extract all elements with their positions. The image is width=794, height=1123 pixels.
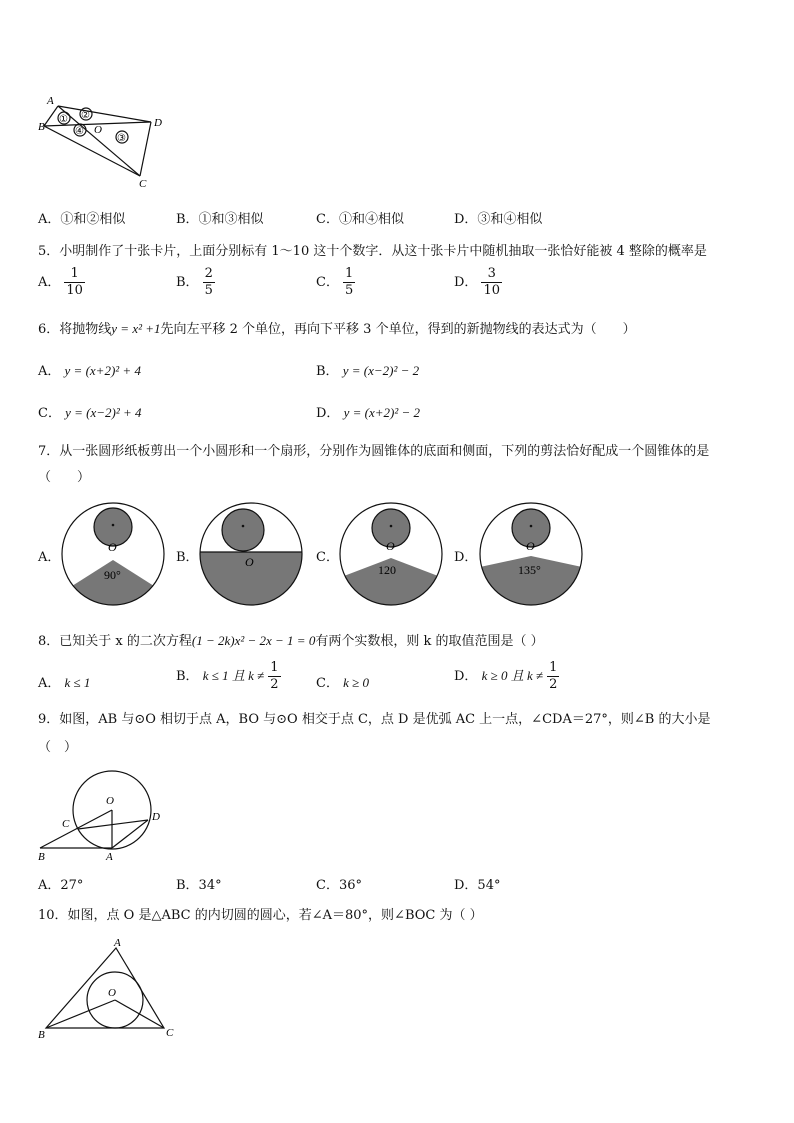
q5-option-c[interactable]: [316, 266, 355, 299]
q7-option-a-label[interactable]: A．: [38, 550, 61, 565]
q10-label-b: B: [38, 1029, 45, 1041]
q7-option-a-figure[interactable]: [60, 500, 166, 608]
q6-text-b: 先向左平移 2 个单位，再向下平移 3 个单位，得到的新抛物线的表达式为（ ）: [160, 322, 636, 337]
q10-label-c: C: [166, 1027, 174, 1039]
q4-option-a[interactable]: A．①和②相似: [38, 212, 126, 227]
q4-label-a: A: [47, 95, 54, 107]
q5-d-num: 3: [481, 266, 502, 283]
q5-a-den: 10: [66, 283, 83, 298]
q4-option-b[interactable]: B．①和③相似: [176, 212, 264, 227]
q4-option-c[interactable]: C．①和④相似: [316, 212, 404, 227]
q8-option-c-expr: k ≥ 0: [343, 675, 369, 690]
q10-label-a: A: [114, 937, 121, 949]
q7-option-c-label[interactable]: C．: [316, 550, 339, 565]
q6-option-b-expr: y = (x−2)² − 2: [342, 363, 420, 378]
q10-figure: [36, 936, 186, 1042]
q9-option-d[interactable]: D．54°: [454, 878, 501, 893]
q5-b-num: 2: [204, 266, 213, 281]
q8-option-c[interactable]: [316, 672, 369, 691]
q9-label-b: B: [38, 851, 45, 863]
q7-option-b-label[interactable]: B．: [176, 550, 199, 565]
q6-expr: y = x² +1: [111, 321, 161, 336]
q7-option-d-figure[interactable]: [478, 500, 584, 608]
q6-option-b[interactable]: [316, 360, 419, 379]
q6-option-d-expr: y = (x+2)² − 2: [343, 405, 420, 420]
q4-label-b: B: [38, 121, 45, 133]
q7-paren: （ ）: [38, 470, 91, 485]
q5-option-b-label: B．: [176, 275, 199, 290]
q6-option-c-label: C．: [38, 406, 61, 421]
q8-b-den: 2: [270, 677, 279, 692]
q4-region-3: ③: [117, 133, 126, 144]
q7-text: 7．从一张圆形纸板剪出一个小圆形和一个扇形，分别作为圆锥体的底面和侧面，下列的剪法恰好配成一个圆锥体的是: [38, 444, 710, 459]
q7-a-angle: 90°: [104, 568, 121, 582]
q5-c-num: 1: [344, 266, 354, 281]
q5-option-c-label: C．: [316, 275, 339, 290]
q7-c-center: O: [386, 539, 395, 553]
q8-d-den: 2: [549, 677, 558, 692]
q8-option-d-expr: k ≥ 0 且 k ≠: [481, 668, 544, 683]
q6-option-a-expr: y = (x+2)² + 4: [64, 363, 141, 378]
q4-option-d[interactable]: D．③和④相似: [454, 212, 543, 227]
q5-option-b[interactable]: [176, 266, 215, 299]
q7-option-d-label[interactable]: D．: [454, 550, 478, 565]
q9-paren: （ ）: [38, 740, 78, 755]
q4-region-2: ②: [81, 110, 90, 121]
q8-b-num: 1: [270, 660, 279, 675]
q6-option-c[interactable]: [38, 402, 142, 421]
q5-option-d[interactable]: [454, 266, 502, 299]
q5-option-c-fraction: [343, 266, 355, 299]
q9-label-a: A: [106, 851, 113, 863]
q6-option-b-label: B．: [316, 364, 339, 379]
q6-option-a-label: A．: [38, 364, 61, 379]
q6-text: [38, 318, 636, 337]
q9-option-c[interactable]: C．36°: [316, 878, 362, 893]
q5-option-a[interactable]: [38, 266, 85, 299]
q7-a-center: O: [108, 540, 117, 554]
q7-c-angle: 120: [378, 563, 396, 577]
q10-text: 10．如图，点 O 是△ABC 的内切圆的圆心，若∠A＝80°，则∠BOC 为（ ）: [38, 908, 483, 923]
q5-option-d-label: D．: [454, 275, 478, 290]
q8-option-d-label: D．: [454, 669, 478, 684]
q9-label-o: O: [106, 795, 114, 807]
q8-text-a: 8．已知关于 x 的二次方程: [38, 634, 192, 649]
q9-figure: [36, 764, 176, 864]
q5-d-den: 10: [483, 283, 500, 298]
q8-option-d-fraction: [547, 660, 559, 693]
q4-region-1: ①: [59, 114, 68, 125]
q8-option-b-expr: k ≤ 1 且 k ≠: [202, 668, 265, 683]
q4-region-4: ④: [75, 126, 84, 137]
q5-a-num: 1: [64, 266, 85, 283]
q8-option-a-expr: k ≤ 1: [64, 675, 91, 690]
q4-label-c: C: [139, 178, 147, 190]
q8-option-a[interactable]: [38, 672, 90, 691]
q9-label-d: D: [152, 811, 160, 823]
q8-option-c-label: C．: [316, 676, 339, 691]
q5-b-den: 5: [204, 283, 213, 298]
q5-text: 5．小明制作了十张卡片，上面分别标有 1～10 这十个数字．从这十张卡片中随机抽取一张恰好能被 4 整除的概率是: [38, 244, 707, 259]
q8-expr: (1 − 2k)x² − 2x − 1 = 0: [191, 633, 316, 648]
q4-figure: [38, 90, 178, 190]
q6-option-c-expr: y = (x−2)² + 4: [65, 405, 142, 420]
q7-d-angle: 135°: [518, 563, 541, 577]
q6-option-d[interactable]: [316, 402, 420, 421]
q8-option-d[interactable]: [454, 660, 559, 693]
q7-option-c-figure[interactable]: [338, 500, 444, 608]
q9-option-a[interactable]: A．27°: [38, 878, 84, 893]
q4-label-d: D: [154, 117, 162, 129]
q5-option-a-label: A．: [38, 275, 61, 290]
q9-option-b[interactable]: B．34°: [176, 878, 222, 893]
q6-option-d-label: D．: [316, 406, 340, 421]
q9-text: 9．如图，AB 与⊙O 相切于点 A，BO 与⊙O 相交于点 C，点 D 是优弧 AC 上一点，∠CDA＝27°，则∠B 的大小是: [38, 712, 711, 727]
q7-option-b-figure[interactable]: [198, 500, 304, 608]
q8-option-b[interactable]: [176, 660, 281, 693]
q5-c-den: 5: [344, 283, 354, 298]
q6-text-a: 6．将抛物线: [38, 322, 112, 337]
q5-option-b-fraction: [203, 266, 215, 299]
q9-label-c: C: [62, 818, 70, 830]
q8-text-b: 有两个实数根，则 k 的取值范围是（ ）: [315, 634, 544, 649]
q8-option-b-label: B．: [176, 669, 199, 684]
q5-option-d-fraction: [481, 266, 502, 299]
q7-b-center: O: [245, 555, 254, 569]
q8-option-b-fraction: [268, 660, 280, 693]
q7-d-center: O: [526, 539, 535, 553]
q4-label-o: O: [94, 124, 102, 136]
q8-option-a-label: A．: [38, 676, 61, 691]
q5-option-a-fraction: [64, 266, 85, 299]
q6-option-a[interactable]: [38, 360, 141, 379]
q10-label-o: O: [108, 987, 116, 999]
q8-text: [38, 630, 544, 649]
q8-d-num: 1: [549, 660, 558, 675]
